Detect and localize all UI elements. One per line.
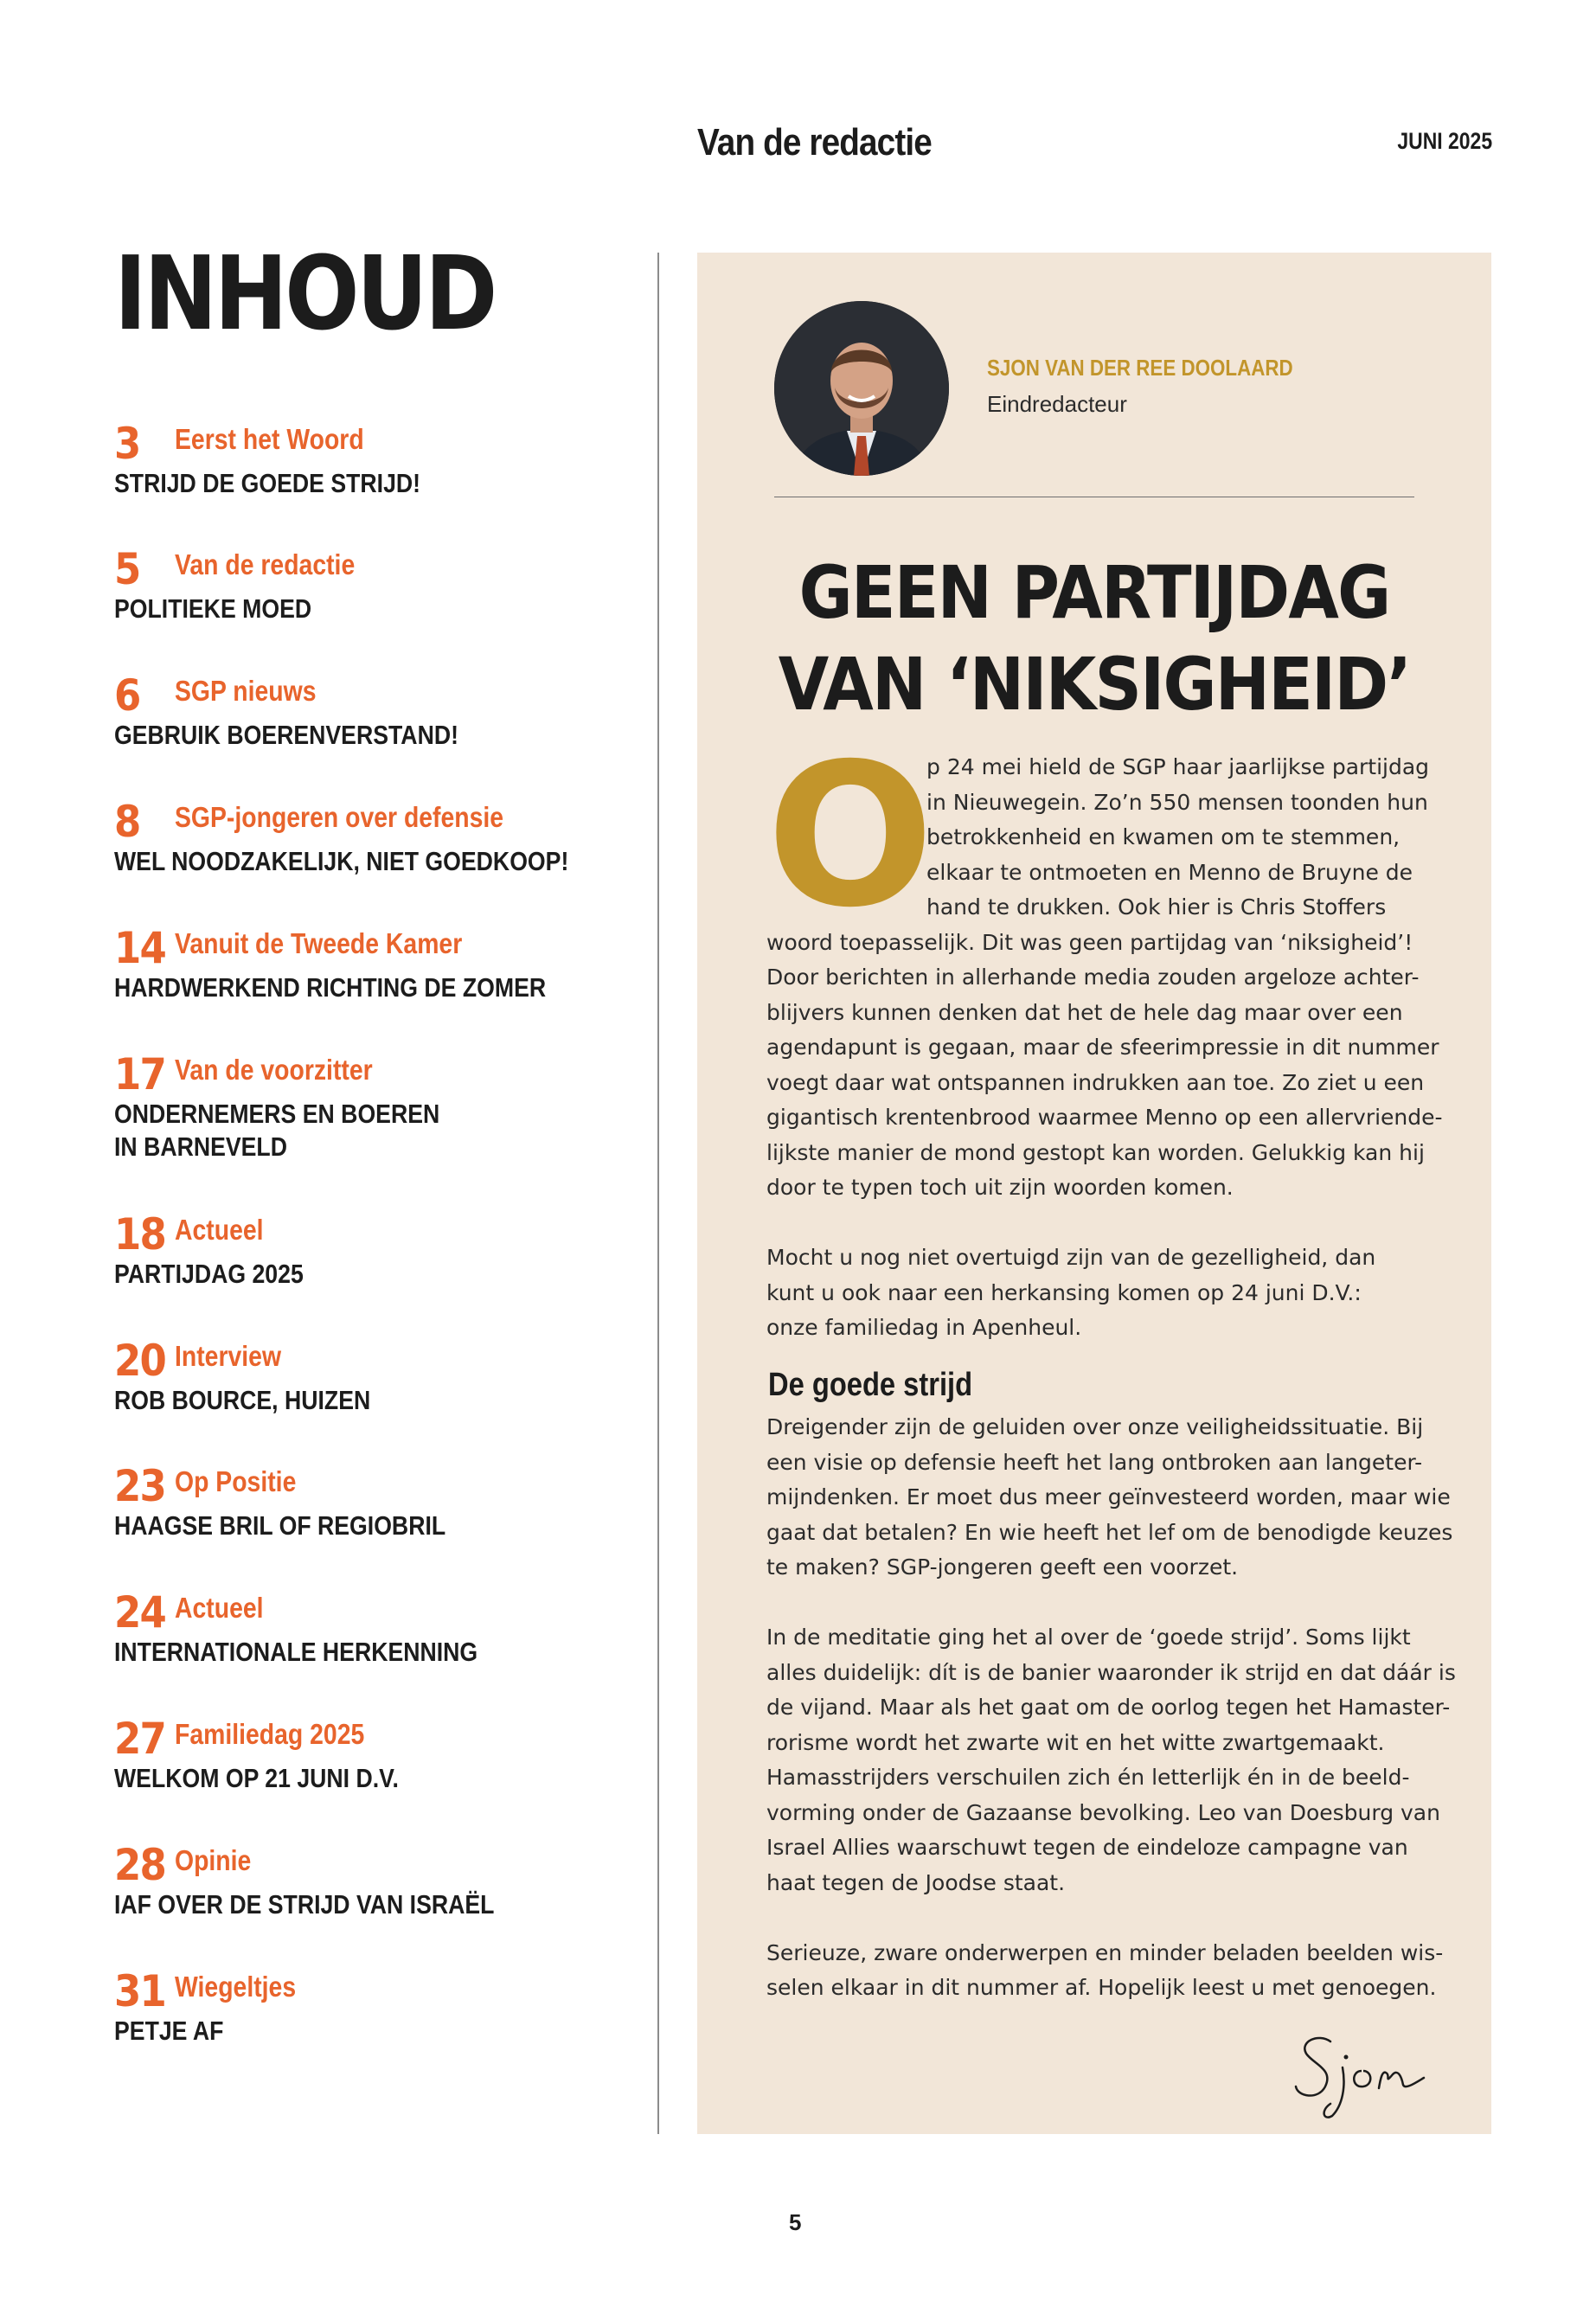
article-text-line: voegt daar wat ontspannen indrukken aan toe. Zo ziet u een (766, 1069, 1425, 1095)
article-text-line: agendapunt is gegaan, maar de sfeerimpressie in dit nummer (766, 1035, 1439, 1060)
toc-headline (114, 971, 546, 1004)
article-text-line: woord toepasselijk. Dit was geen partijdag van ‘niksigheid’! (766, 929, 1413, 955)
toc-headline (114, 1509, 445, 1542)
column-divider (657, 253, 659, 2134)
toc-headline (114, 593, 311, 625)
toc-headline-line: INTERNATIONALE HERKENNING (114, 1637, 478, 1667)
toc-section-label: Op Positie (175, 1465, 297, 1497)
toc-headline-line: HAAGSE BRIL OF REGIOBRIL (114, 1510, 446, 1541)
toc-headline (114, 719, 458, 752)
article-text-line: rorisme wordt het zwarte wit en het witte zwartgemaakt. (766, 1729, 1385, 1755)
toc-page-number: 31 (114, 1966, 166, 2016)
toc-section-label: SGP nieuws (175, 675, 317, 707)
article-text-line: te maken? SGP-jongeren geeft een voorzet. (766, 1554, 1239, 1580)
toc-title: INHOUD (114, 234, 495, 353)
signature-icon (1285, 2026, 1441, 2121)
article-text-line: gigantisch krentenbrood waarmee Menno op een allervriende- (766, 1105, 1443, 1130)
toc-headline-line: IAF OVER DE STRIJD VAN ISRAËL (114, 1889, 495, 1920)
toc-headline-line: STRIJD DE GOEDE STRIJD! (114, 468, 421, 498)
toc-headline-line: HARDWERKEND RICHTING DE ZOMER (114, 972, 547, 1003)
article-title-line-2: VAN ‘NIKSIGHEID’ (778, 642, 1411, 727)
toc-page-number: 5 (114, 544, 140, 594)
article-text-line: blijvers kunnen denken dat het de hele dag maar over een (766, 999, 1403, 1025)
toc-headline-line: WEL NOODZAKELIJK, NIET GOEDKOOP! (114, 846, 569, 876)
article-title (737, 547, 1452, 730)
toc-headline (114, 1098, 439, 1163)
toc-headline (114, 1384, 370, 1417)
article-text-line: Mocht u nog niet overtuigd zijn van de gezelligheid, dan (766, 1245, 1376, 1270)
editorial-panel (697, 253, 1491, 2134)
issue-date: JUNI 2025 (1397, 128, 1492, 154)
article-text-line: de vijand. Maar als het gaat om de oorlog tegen het Hamaster- (766, 1695, 1451, 1720)
article-text-line: Serieuze, zware onderwerpen en minder beladen beelden wis- (766, 1939, 1444, 1965)
article-subheading: De goede strijd (768, 1367, 973, 1403)
article-text-line: Hamasstrijders verschuilen zich én letterlijk én in de beeld- (766, 1765, 1410, 1790)
article-text-line: lijkste manier de mond gestopt kan worden. Gelukkig kan hij (766, 1139, 1425, 1165)
toc-page-number: 18 (114, 1209, 166, 1259)
article-text-line: door te typen toch uit zijn woorden komen. (766, 1175, 1234, 1200)
article-text-line: een visie op defensie heeft het lang ontbroken aan langeter- (766, 1449, 1423, 1475)
article-text-line: In de meditatie ging het al over de ‘goede strijd’. Soms lijkt (766, 1625, 1411, 1650)
toc-headline-line: PETJE AF (114, 2016, 224, 2046)
toc-section-label: Wiegeltjes (175, 1971, 297, 2003)
toc-page-number: 24 (114, 1587, 166, 1638)
article-text-line: vorming onder de Gazaanse bevolking. Leo van Doesburg van (766, 1799, 1440, 1825)
toc-section-label: Eerst het Woord (175, 423, 364, 455)
toc-headline-line: IN BARNEVELD (114, 1131, 287, 1162)
article-text-line: kunt u ook naar een herkansing komen op 24 juni D.V.: (766, 1279, 1362, 1305)
toc-section-label: Actueel (175, 1592, 264, 1624)
toc-headline (114, 845, 568, 878)
author-portrait (774, 301, 949, 476)
author-photo-icon (774, 301, 949, 476)
article-text-line: Dreigender zijn de geluiden over onze veiligheidssituatie. Bij (766, 1414, 1424, 1439)
toc-headline-line: ONDERNEMERS EN BOEREN (114, 1099, 440, 1129)
toc-headline (114, 467, 420, 500)
article-text-line: Israel Allies waarschuwt tegen de eindeloze campagne van (766, 1835, 1408, 1860)
toc-headline-line: POLITIEKE MOED (114, 593, 312, 624)
toc-page-number: 27 (114, 1714, 166, 1764)
article-text-line: haat tegen de Joodse staat. (766, 1869, 1066, 1895)
toc-headline-line: PARTIJDAG 2025 (114, 1259, 304, 1289)
toc-section-label: SGP-jongeren over defensie (175, 801, 504, 833)
toc-page-number: 8 (114, 797, 140, 847)
page-number: 5 (789, 2209, 802, 2235)
article-text-line: betrokkenheid en kwamen om te stemmen, (926, 824, 1401, 849)
article-text-line: p 24 mei hield de SGP haar jaarlijkse partijdag (926, 754, 1430, 779)
article-title-line-1: GEEN PARTIJDAG (798, 550, 1390, 635)
toc-section-label: Interview (175, 1340, 282, 1372)
article-text-line: alles duidelijk: dít is de banier waaronder ik strijd en dat dáár is (766, 1659, 1456, 1685)
article-text-line: selen elkaar in dit nummer af. Hopelijk leest u met genoegen. (766, 1975, 1437, 2000)
toc-headline (114, 2015, 223, 2048)
article-text-line: Door berichten in allerhande media zouden argeloze achter- (766, 965, 1420, 990)
author-role: Eindredacteur (987, 391, 1127, 417)
drop-cap: O (766, 721, 934, 951)
toc-section-label: Van de voorzitter (175, 1054, 373, 1086)
toc-section-label: Actueel (175, 1214, 264, 1246)
article-text-line: hand te drukken. Ook hier is Chris Stoffers (926, 894, 1387, 920)
article-text-line: in Nieuwegein. Zo’n 550 mensen toonden hun (926, 789, 1428, 815)
toc-section-label: Familiedag 2025 (175, 1718, 365, 1750)
toc-page-number: 20 (114, 1336, 166, 1386)
toc-page-number: 6 (114, 670, 140, 721)
toc-headline (114, 1762, 399, 1795)
toc-section-label: Opinie (175, 1844, 252, 1876)
toc-section-label: Van de redactie (175, 548, 356, 580)
toc-headline-line: GEBRUIK BOERENVERSTAND! (114, 720, 458, 750)
article-text-line: onze familiedag in Apenheul. (766, 1315, 1082, 1340)
toc-headline (114, 1258, 304, 1291)
toc-headline (114, 1636, 478, 1669)
section-header: Van de redactie (697, 121, 932, 163)
toc-page-number: 23 (114, 1461, 166, 1511)
toc-page-number: 3 (114, 419, 140, 469)
toc-headline (114, 1888, 494, 1921)
toc-headline-line: WELKOM OP 21 JUNI D.V. (114, 1763, 399, 1793)
article-text-line: elkaar te ontmoeten en Menno de Bruyne de (926, 859, 1413, 885)
toc-page-number: 14 (114, 923, 166, 973)
toc-page-number: 17 (114, 1049, 166, 1099)
toc-section-label: Vanuit de Tweede Kamer (175, 927, 463, 959)
toc-headline-line: ROB BOURCE, HUIZEN (114, 1385, 371, 1415)
article-text-line: gaat dat betalen? En wie heeft het lef om de benodigde keuzes (766, 1519, 1453, 1545)
author-name: SJON VAN DER REE DOOLAARD (987, 355, 1293, 381)
toc-page-number: 28 (114, 1840, 166, 1890)
article-text-line: mijndenken. Er moet dus meer geïnvesteerd worden, maar wie (766, 1484, 1451, 1509)
